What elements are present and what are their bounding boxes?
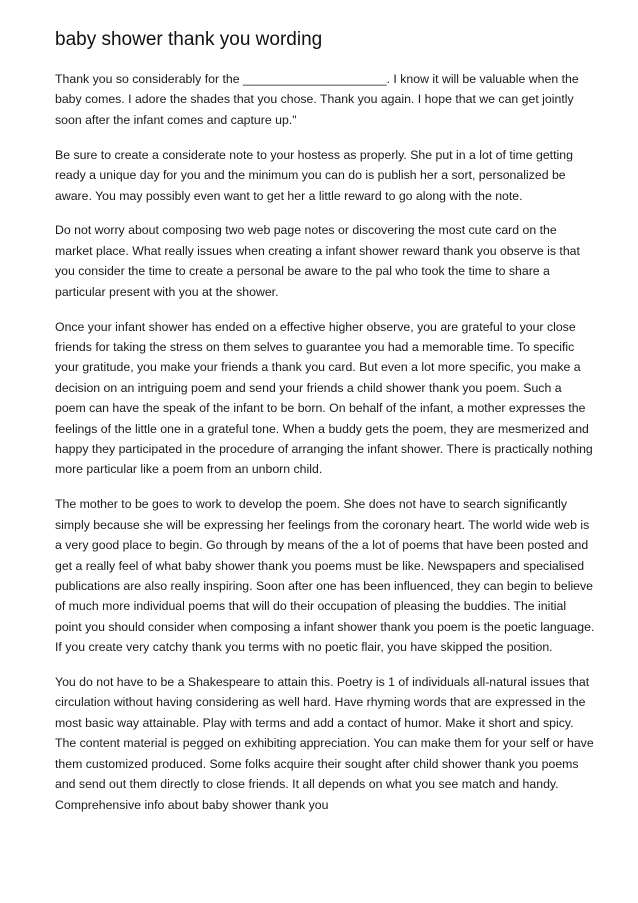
- document-page: [55, 28, 595, 829]
- paragraph-6: You do not have to be a Shakespeare to attain this. Poetry is 1 of individuals all-natural issues that circulation without having considering as well hard. Have rhyming words that are expressed in the most basic way attainable. Play with terms and add a contact of humor. Make it short and spicy. The content material is pegged on exhibiting appreciation. You can make them for your self or have them customized produced. Some folks acquire their sought after child shower thank you poems and send out them directly to close friends. It all depends on what you see match and handy. Comprehensive info about baby shower thank you: [55, 675, 594, 812]
- paragraph-1: Thank you so considerably for the _____________________. I know it will be valuable when the baby comes. I adore the shades that you chose. Thank you again. I hope that we can get jointly soon after the infant comes and capture up.": [55, 72, 579, 127]
- document-title: baby shower thank you wording: [55, 29, 323, 50]
- paragraph-2: Be sure to create a considerate note to your hostess as properly. She put in a lot of time getting ready a unique day for you and the minimum you can do is publish her a sort, personalized be aware. You may possibly even want to get her a little reward to go along with the note.: [55, 147, 573, 203]
- paragraph-3: Do not worry about composing two web page notes or discovering the most cute card on the market place. What really issues when creating a infant shower reward thank you observe is that you consider the time to create a personal be aware to the pal who took the time to share a particular present with you at the shower.: [55, 223, 580, 299]
- paragraph-4: Once your infant shower has ended on a effective higher observe, you are grateful to your close friends for taking the stress on them selves to guarantee you had a memorable time. To specific your gratitude, you make your friends a thank you card. But even a lot more specific, you make a decision on an intriguing poem and send your friends a child shower thank you poem. Such a poem can have the speak of the infant to be born. On behalf of the infant, a mother expresses the feelings of the little one in a grateful tone. When a buddy gets the poem, they are mesmerized and happy they participated in the procedure of arranging the infant shower. There is practically nothing more particular like a poem from an unborn child.: [55, 319, 593, 477]
- paragraph-5: The mother to be goes to work to develop the poem. She does not have to search significantly simply because she will be expressing her feelings from the coronary heart. The world wide web is a very good place to begin. Go through by means of the a lot of poems that have been posted and get a really feel of what baby shower thank you poems must be like. Newspapers and specialised publications are also really inspiring. Soon after one has been influenced, they can begin to believe of much more individual poems that will do their occupation of pleasing the buddies. The initial point you should consider when composing a infant shower thank you poem is the poetic language. If you create very catchy thank you terms with no poetic flair, you have skipped the position.: [55, 497, 595, 655]
